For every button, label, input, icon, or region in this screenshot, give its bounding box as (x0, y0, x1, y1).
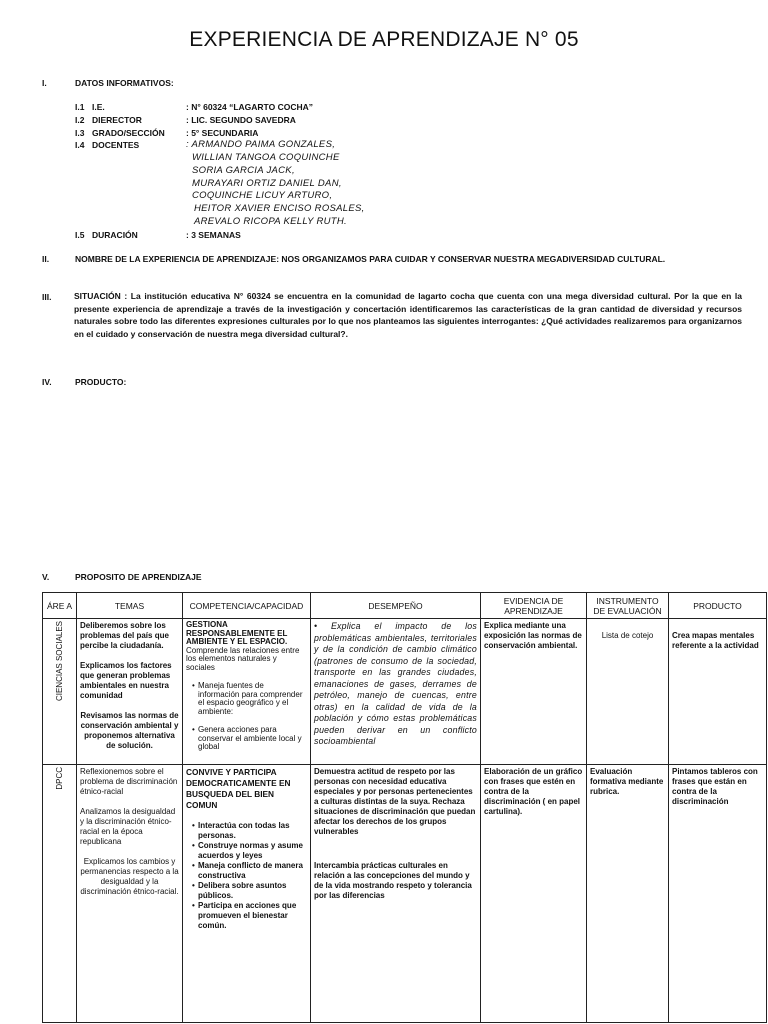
situacion-paragraph: SITUACIÓN : La institución educativa N° 60324 se encuentra en la comunidad de lagarto cocha que cuenta con una mega diversidad cultural. Por la que en la presente experiencia de aprendizaje a través de la investigación y concertación identificaremos las características de la gran cantidad de diversidad y recursos naturales sobre todo las diferentes expresiones culturales por lo que nos planteamos las siguientes interrogantes: ¿Qué actividades realizaremos para organizarnos en el cuidado y conservación de nuestra mega diversidad cultural?. (74, 291, 742, 339)
docente-name: SORIA GARCIA JACK, (192, 165, 295, 176)
section-3-number: III. (42, 292, 52, 302)
temas-cell (77, 619, 183, 765)
duracion-value: : 3 SEMANAS (186, 230, 241, 240)
competencia-cell (183, 619, 311, 765)
grado-code: I.3 (75, 128, 85, 138)
docente-name: AREVALO RICOPA KELLY RUTH. (194, 216, 347, 227)
duracion-code: I.5 (75, 230, 85, 240)
area-label: DPCC (55, 767, 64, 790)
section-1-number: I. (42, 78, 47, 88)
temas-cell (77, 765, 183, 1023)
director-value: : LIC. SEGUNDO SAVEDRA (186, 115, 296, 125)
grado-label: GRADO/SECCIÓN (92, 128, 165, 138)
section-4-label: PRODUCTO: (75, 377, 127, 387)
capacidad-item: • Construye normas y asume acuerdos y leyes (192, 841, 307, 861)
section-2-number: II. (42, 254, 50, 264)
desempeno-text: Intercambia prácticas culturales en relación a las concepciones del mundo y de la vida mostrando respeto y tolerancia por las diferencias (314, 861, 472, 900)
duracion-label: DURACIÓN (92, 230, 138, 240)
section-4-number: IV. (42, 377, 52, 387)
evidencia-cell: Elaboración de un gráfico con frases que estén en contra de la discriminación ( en papel cartulina). (481, 765, 587, 1023)
grado-value: : 5° SECUNDARIA (186, 128, 259, 138)
capacidad-item: • Participa en acciones que promueven el bienestar común. (192, 901, 307, 931)
docentes-value: : ARMANDO PAIMA GONZALES, (186, 139, 336, 150)
competencia-sub: Comprende las relaciones entre los elementos naturales y sociales (186, 645, 300, 672)
header-evidencia: EVIDENCIA DE APRENDIZAJE (481, 593, 587, 619)
section-5-number: V. (42, 572, 50, 582)
section-1-label: DATOS INFORMATIVOS: (75, 78, 174, 88)
header-area: ÁRE A (43, 593, 77, 619)
director-label: DIERECTOR (92, 115, 142, 125)
header-temas: TEMAS (77, 593, 183, 619)
capacidad-item: • Maneja conflicto de manera constructiva (192, 861, 307, 881)
desempeno-cell (311, 765, 481, 1023)
docentes-label: DOCENTES (92, 140, 140, 150)
docente-name: HEITOR XAVIER ENCISO ROSALES, (194, 203, 365, 214)
docente-name: MURAYARI ORTIZ DANIEL DAN, (192, 178, 342, 189)
header-instrumento: INSTRUMENTO DE EVALUACIÓN (587, 593, 669, 619)
producto-cell: Crea mapas mentales referente a la actividad (669, 619, 767, 765)
header-desempeno: DESEMPEÑO (311, 593, 481, 619)
producto-cell: Pintamos tableros con frases que están en contra de la discriminación (669, 765, 767, 1023)
document-title: EXPERIENCIA DE APRENDIZAJE N° 05 (189, 28, 579, 51)
tema-item: Explicamos los factores que generan problemas ambientales en nuestra comunidad (80, 661, 172, 700)
competencia-title: CONVIVE Y PARTICIPA DEMOCRATICAMENTE EN BUSQUEDA DEL BIEN COMUN (186, 767, 291, 810)
capacidad-item: • Interactúa con todas las personas. (192, 821, 307, 841)
evidencia-cell: Explica mediante una exposición las normas de conservación ambiental. (481, 619, 587, 765)
instrumento-cell: Lista de cotejo (587, 619, 669, 765)
docentes-code: I.4 (75, 140, 85, 150)
section-5-label: PROPOSITO DE APRENDIZAJE (75, 572, 202, 582)
proposito-table (42, 592, 767, 1023)
header-producto: PRODUCTO (669, 593, 767, 619)
table-header-row (43, 593, 767, 619)
table-row (43, 619, 767, 765)
ie-code: I.1 (75, 102, 85, 112)
capacidad-item: • Genera acciones para conservar el ambiente local y global (192, 726, 307, 752)
competencia-cell (183, 765, 311, 1023)
area-cell (43, 619, 77, 765)
area-cell (43, 765, 77, 1023)
area-label: CIENCIAS SOCIALES (55, 621, 64, 702)
instrumento-cell: Evaluación formativa mediante rubrica. (587, 765, 669, 1023)
section-2-label: NOMBRE DE LA EXPERIENCIA DE APRENDIZAJE: NOS ORGANIZAMOS PARA CUIDAR Y CONSERVAR NUESTRA MEGADIVERSIDAD CULTURAL. (75, 254, 666, 264)
tema-item: Deliberemos sobre los problemas del país que percibe la ciudadanía. (80, 621, 169, 650)
capacidad-item: • Delibera sobre asuntos públicos. (192, 881, 307, 901)
capacidad-item: • Maneja fuentes de información para comprender el espacio geográfico y el ambiente: (192, 682, 307, 716)
desempeno-text: • Explica el impacto de los problemáticas ambientales, territoriales y de la condición de cambio climático (patrones de consumo de la sociedad, transporte en las grandes ciudades, emanaciones de gases, derrames de petróleo, manejo de cuencas, entre otras) en la calidad de vida de la población y cómo estas problemáticas pueden derivar en un conflicto socioambiental (314, 621, 477, 746)
ie-label: I.E. (92, 102, 105, 112)
competencia-title: GESTIONA RESPONSABLEMENTE EL AMBIENTE Y EL ESPACIO. (186, 620, 288, 646)
table-row (43, 765, 767, 1023)
tema-item: Explicamos los cambios y permanencias respecto a la desigualdad y la discriminación étnico-racial. (80, 857, 179, 896)
desempeno-text: Demuestra actitud de respeto por las personas con necesidad educativa especiales y por personas pertenecientes a culturas distintas de la suya. Rechaza situaciones de discriminación que puedan afectar los derechos de los grupos vulnerables (314, 767, 476, 836)
docente-name: COQUINCHE LICUY ARTURO, (192, 190, 333, 201)
docente-name: WILLIAN TANGOA COQUINCHE (192, 152, 340, 163)
bullet-icon: • (314, 621, 331, 631)
ie-value: : N° 60324 “LAGARTO COCHA” (186, 102, 313, 112)
tema-item: Analizamos la desigualdad y la discriminación étnico-racial en la época republicana (80, 807, 176, 846)
director-code: I.2 (75, 115, 85, 125)
desempeno-cell (311, 619, 481, 765)
header-competencia: COMPETENCIA/CAPACIDAD (183, 593, 311, 619)
tema-item: Revisamos las normas de conservación ambiental y proponemos alternativa de solución. (80, 711, 179, 750)
tema-item: Reflexionemos sobre el problema de discriminación étnico-racial (80, 767, 178, 796)
